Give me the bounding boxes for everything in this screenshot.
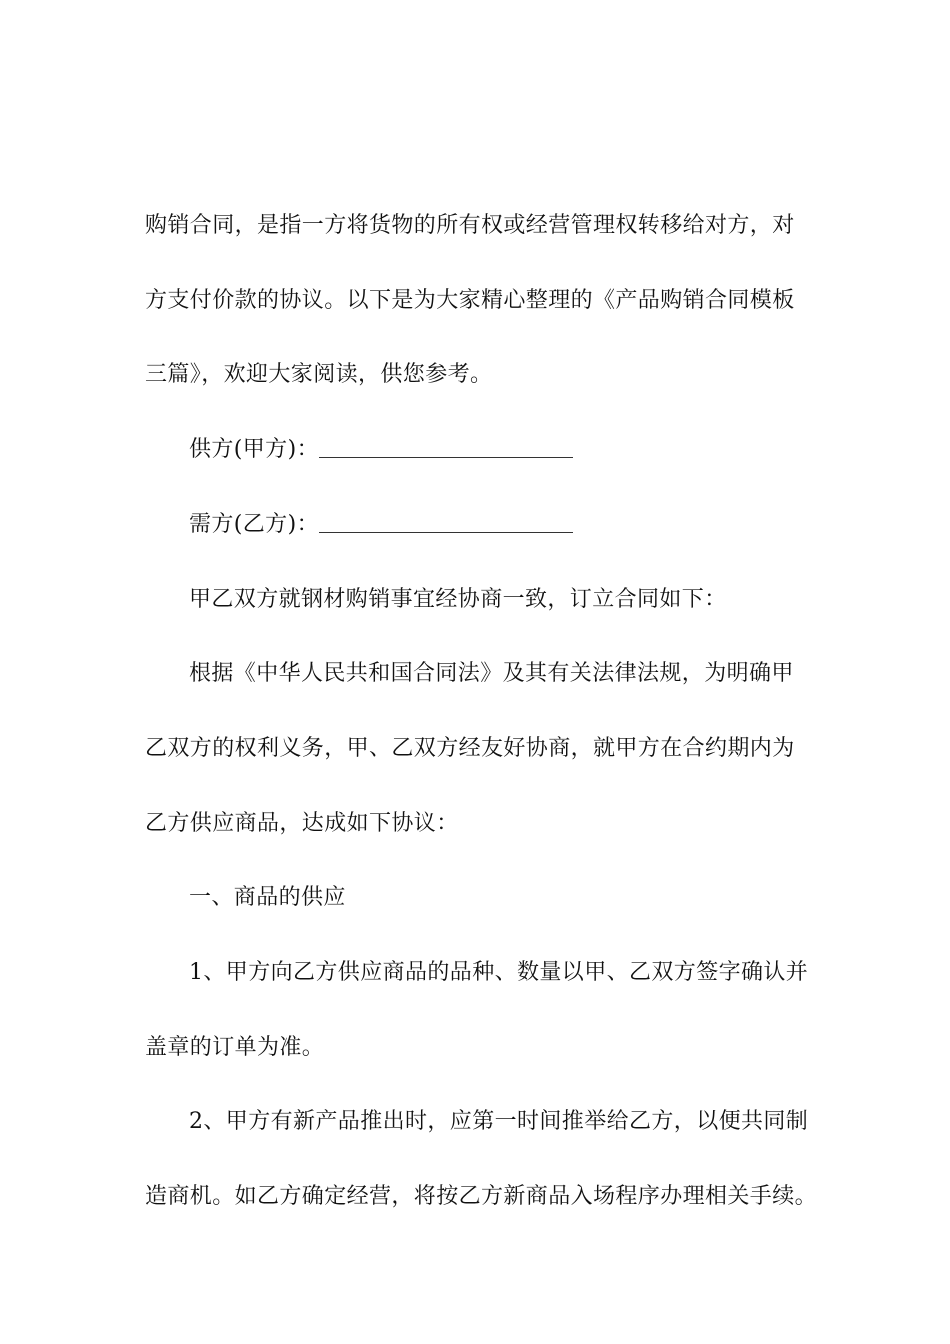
- buyer-row: [189, 510, 854, 540]
- clause-1-line-1: 1、甲方向乙方供应商品的品种、数量以甲、乙双方签字确认并: [189, 960, 809, 985]
- supplier-row: [189, 435, 854, 465]
- intro-line-1: 购销合同，是指一方将货物的所有权或经营管理权转移给对方，对: [145, 213, 795, 238]
- section-1-title: 一、商品的供应: [189, 885, 346, 910]
- agreement-intro: 甲乙双方就钢材购销事宜经协商一致，订立合同如下：: [189, 587, 727, 612]
- clause-2-line-1: 2、甲方有新产品推出时，应第一时间推举给乙方，以便共同制: [189, 1109, 809, 1134]
- basis-line-2: 乙双方的权利义务，甲、乙双方经友好协商，就甲方在合约期内为: [145, 736, 795, 761]
- intro-line-2: 方支付价款的协议。以下是为大家精心整理的《产品购销合同模板: [145, 288, 795, 313]
- buyer-blank-field[interactable]: [319, 512, 573, 533]
- buyer-label: 需方(乙方)：: [189, 512, 319, 537]
- supplier-label: 供方(甲方)：: [189, 437, 319, 462]
- clause-2-line-2: 造商机。如乙方确定经营，将按乙方新商品入场程序办理相关手续。: [145, 1184, 818, 1209]
- basis-line-1: 根据《中华人民共和国合同法》及其有关法律法规，为明确甲: [189, 661, 794, 686]
- basis-line-3: 乙方供应商品，达成如下协议：: [145, 811, 459, 836]
- clause-1-line-2: 盖章的订单为准。: [145, 1035, 325, 1060]
- supplier-blank-field[interactable]: [319, 437, 573, 458]
- intro-line-3: 三篇》，欢迎大家阅读，供您参考。: [145, 362, 493, 387]
